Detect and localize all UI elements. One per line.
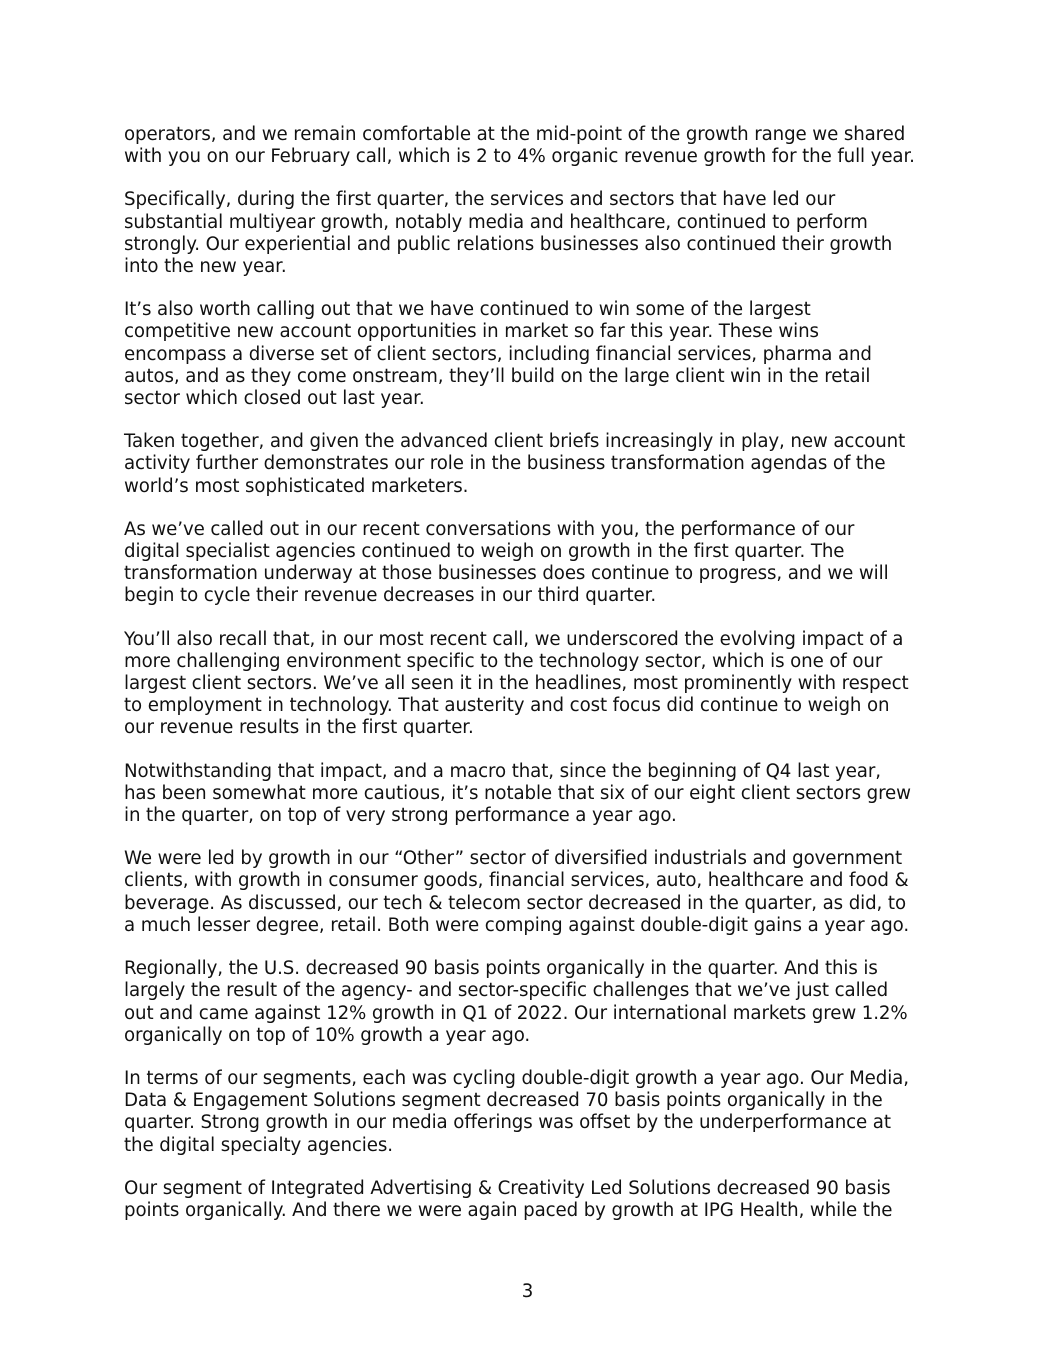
paragraph: It’s also worth calling out that we have continued to win some of the largest competitive new account opportunities in market so far this year. These wins encompass a diverse set of client sectors, including financial services, pharma and autos, and as they come onstream, they’ll build on the large client win in the retail sector which closed out last year. [124, 299, 872, 410]
document-body [124, 124, 934, 1243]
paragraph: Our segment of Integrated Advertising & Creativity Led Solutions decreased 90 basis points organically. And there we were again paced by growth at IPG Health, while the [124, 1177, 893, 1221]
paragraph: operators, and we remain comfortable at the mid-point of the growth range we shared with you on our February call, which is 2 to 4% organic revenue growth for the full year. [124, 124, 915, 168]
paragraph: As we’ve called out in our recent conversations with you, the performance of our digital specialist agencies continued to weigh on growth in the first quarter. The transformation underway at those businesses does continue to progress, and we will begin to cycle their revenue decreases in our third quarter. [124, 518, 889, 607]
paragraph: In terms of our segments, each was cycling double-digit growth a year ago. Our Media, Data & Engagement Solutions segment decreased 70 basis points organically in the quarter. Strong growth in our media offerings was offset by the underperformance at the digital specialty agencies. [124, 1067, 909, 1156]
paragraph: Regionally, the U.S. decreased 90 basis points organically in the quarter. And this is largely the result of the agency- and sector-specific challenges that we’ve just called out and came against 12% growth in Q1 of 2022. Our international markets grew 1.2% organically on top of 10% growth a year ago. [124, 958, 908, 1046]
paragraph: You’ll also recall that, in our most recent call, we underscored the evolving impact of a more challenging environment specific to the technology sector, which is one of our largest client sectors. We’ve all seen it in the headlines, most prominently with respect to employment in technology. That austerity and cost focus did continue to weigh on our revenue results in the first quarter. [124, 628, 909, 739]
page-number: 3 [521, 1281, 534, 1302]
paragraph: Notwithstanding that impact, and a macro that, since the beginning of Q4 last year, has been somewhat more cautious, it’s notable that six of our eight client sectors grew in the quarter, on top of very strong performance a year ago. [124, 760, 911, 827]
paragraph: We were led by growth in our “Other” sector of diversified industrials and government clients, with growth in consumer goods, financial services, auto, healthcare and food & beverage. As discussed, our tech & telecom sector decreased in the quarter, as did, to a much lesser degree, retail. Both were comping against double-digit gains a year ago. [124, 848, 910, 936]
paragraph: Taken together, and given the advanced client briefs increasingly in play, new account activity further demonstrates our role in the business transformation agendas of the world’s most sophisticated marketers. [124, 431, 906, 497]
paragraph: Specifically, during the first quarter, the services and sectors that have led our substantial multiyear growth, notably media and healthcare, continued to perform strongly. Our experiential and public relations businesses also continued their growth into the new year. [124, 189, 893, 278]
